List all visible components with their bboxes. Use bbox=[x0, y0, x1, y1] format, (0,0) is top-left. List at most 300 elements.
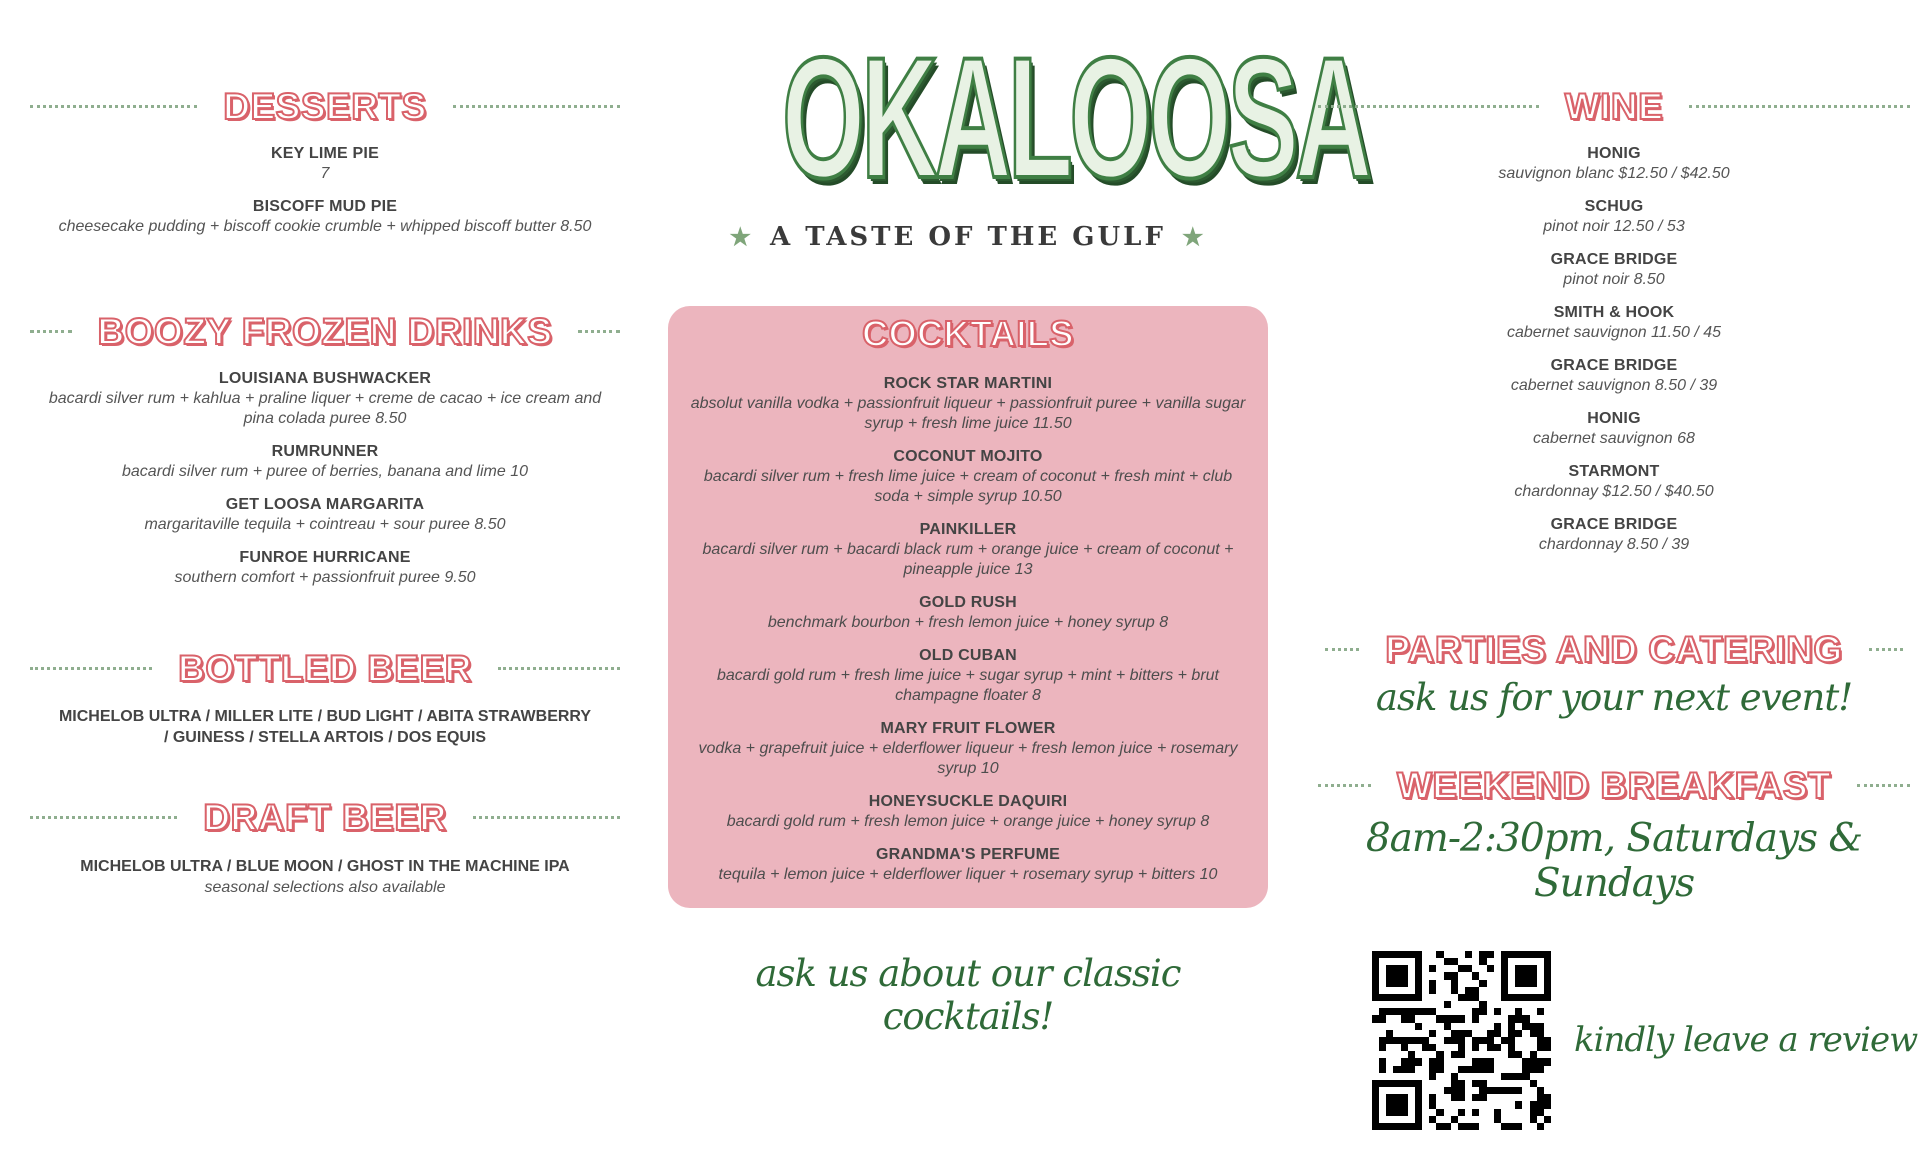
qr-module bbox=[1537, 1044, 1544, 1051]
qr-module bbox=[1436, 951, 1443, 958]
qr-module bbox=[1522, 951, 1529, 958]
qr-module bbox=[1530, 980, 1537, 987]
bottled-beer-list: MICHELOB ULTRA / MILLER LITE / BUD LIGHT / ABITA STRAWBERRY / GUINESS / STELLA ARTOIS / DOS EQUIS bbox=[58, 708, 592, 746]
menu-item bbox=[686, 593, 1250, 633]
qr-module bbox=[1393, 980, 1400, 987]
qr-module bbox=[1501, 1073, 1508, 1080]
qr-module bbox=[1472, 1044, 1479, 1051]
item-name: HONIG bbox=[1587, 410, 1641, 427]
qr-module bbox=[1537, 1058, 1544, 1065]
qr-module bbox=[1451, 1037, 1458, 1044]
qr-module bbox=[1515, 1073, 1522, 1080]
bottled-title: BOTTLED BEER bbox=[178, 648, 472, 689]
qr-module bbox=[1522, 994, 1529, 1001]
qr-module bbox=[1515, 1101, 1522, 1108]
qr-module bbox=[1444, 1123, 1451, 1130]
qr-module bbox=[1530, 965, 1537, 972]
qr-module bbox=[1415, 1109, 1422, 1116]
qr-module bbox=[1401, 1109, 1408, 1116]
qr-module bbox=[1544, 972, 1551, 979]
qr-module bbox=[1415, 980, 1422, 987]
qr-module bbox=[1415, 994, 1422, 1001]
item-description: bacardi silver rum + puree of berries, banana and lime 10 bbox=[122, 463, 528, 480]
divider bbox=[1689, 105, 1910, 108]
wine-heading bbox=[1318, 88, 1910, 125]
qr-module bbox=[1451, 1015, 1458, 1022]
menu-item bbox=[30, 144, 620, 184]
qr-module bbox=[1393, 965, 1400, 972]
item-name: FUNROE HURRICANE bbox=[239, 549, 411, 566]
qr-module bbox=[1458, 1037, 1465, 1044]
qr-module bbox=[1393, 1008, 1400, 1015]
qr-module bbox=[1487, 1066, 1494, 1073]
qr-module bbox=[1379, 1058, 1386, 1065]
qr-module bbox=[1530, 1058, 1537, 1065]
qr-module bbox=[1408, 951, 1415, 958]
qr-module bbox=[1472, 1058, 1479, 1065]
qr-module bbox=[1401, 1015, 1408, 1022]
qr-module bbox=[1393, 972, 1400, 979]
qr-module bbox=[1465, 1066, 1472, 1073]
qr-module bbox=[1537, 1023, 1544, 1030]
bottled-heading bbox=[30, 650, 620, 687]
item-name: PAINKILLER bbox=[919, 521, 1017, 538]
qr-module bbox=[1458, 994, 1465, 1001]
qr-module bbox=[1429, 1094, 1436, 1101]
qr-module bbox=[1530, 1101, 1537, 1108]
qr-module bbox=[1530, 1051, 1537, 1058]
qr-module bbox=[1372, 1080, 1379, 1087]
qr-module bbox=[1530, 1116, 1537, 1123]
divider bbox=[1318, 105, 1539, 108]
divider bbox=[578, 330, 620, 333]
draft-list bbox=[30, 856, 620, 898]
qr-module bbox=[1494, 1023, 1501, 1030]
item-name: HONIG bbox=[1587, 145, 1641, 162]
qr-module bbox=[1429, 1073, 1436, 1080]
qr-module bbox=[1401, 1044, 1408, 1051]
item-description: cabernet sauvignon 11.50 / 45 bbox=[1506, 324, 1722, 341]
qr-module bbox=[1530, 951, 1537, 958]
qr-module bbox=[1458, 1094, 1465, 1101]
desserts-list bbox=[30, 144, 620, 250]
qr-module bbox=[1436, 1066, 1443, 1073]
qr-module bbox=[1537, 1094, 1544, 1101]
item-name: SCHUG bbox=[1584, 198, 1644, 215]
qr-module bbox=[1472, 1123, 1479, 1130]
qr-module bbox=[1386, 1037, 1393, 1044]
qr-module bbox=[1515, 1087, 1522, 1094]
qr-module bbox=[1372, 1101, 1379, 1108]
qr-module bbox=[1415, 965, 1422, 972]
item-name: KEY LIME PIE bbox=[271, 145, 379, 162]
item-name: STARMONT bbox=[1568, 463, 1660, 480]
menu-item bbox=[1318, 197, 1910, 237]
item-name: COCONUT MOJITO bbox=[893, 448, 1043, 465]
qr-module bbox=[1537, 1123, 1544, 1130]
qr-module bbox=[1530, 1066, 1537, 1073]
menu-item bbox=[686, 646, 1250, 706]
qr-module bbox=[1537, 1030, 1544, 1037]
qr-module bbox=[1372, 951, 1379, 958]
qr-module bbox=[1472, 1008, 1479, 1015]
qr-module bbox=[1386, 965, 1393, 972]
qr-module bbox=[1530, 1023, 1537, 1030]
qr-module bbox=[1386, 1094, 1393, 1101]
parties-subtitle: ask us for your next event! bbox=[1375, 676, 1853, 719]
qr-module bbox=[1508, 1044, 1515, 1051]
frozen-list bbox=[30, 369, 620, 601]
divider bbox=[473, 816, 620, 819]
parties-heading bbox=[1318, 631, 1910, 668]
qr-module bbox=[1451, 980, 1458, 987]
divider bbox=[1857, 784, 1910, 787]
logo: OKALOOSA bbox=[782, 22, 1369, 214]
qr-module bbox=[1458, 1080, 1465, 1087]
breakfast-title: WEEKEND BREAKFAST bbox=[1396, 765, 1832, 806]
qr-module bbox=[1472, 994, 1479, 1001]
wine-list bbox=[1318, 144, 1910, 568]
qr-module bbox=[1386, 1101, 1393, 1108]
menu-item bbox=[34, 495, 616, 535]
qr-module bbox=[1372, 1109, 1379, 1116]
qr-module bbox=[1379, 951, 1386, 958]
qr-module bbox=[1458, 965, 1465, 972]
menu-item bbox=[34, 369, 616, 429]
item-description: margaritaville tequila + cointreau + sour puree 8.50 bbox=[144, 516, 506, 533]
qr-module bbox=[1465, 951, 1472, 958]
qr-module bbox=[1479, 1087, 1486, 1094]
item-description: bacardi gold rum + fresh lime juice + sugar syrup + mint + bitters + brut champagne floater 8 bbox=[716, 667, 1219, 704]
menu-item bbox=[686, 719, 1250, 779]
qr-module bbox=[1487, 1087, 1494, 1094]
qr-module bbox=[1479, 1094, 1486, 1101]
qr-module bbox=[1458, 1015, 1465, 1022]
qr-module bbox=[1415, 1080, 1422, 1087]
menu-item bbox=[686, 845, 1250, 885]
qr-module bbox=[1386, 1123, 1393, 1130]
qr-module bbox=[1451, 1073, 1458, 1080]
item-name: GRANDMA'S PERFUME bbox=[875, 846, 1061, 863]
qr-module bbox=[1537, 1087, 1544, 1094]
divider bbox=[1325, 648, 1359, 651]
qr-module bbox=[1444, 1087, 1451, 1094]
item-description: bacardi silver rum + bacardi black rum + orange juice + cream of coconut + pineapple juice 13 bbox=[702, 541, 1234, 578]
item-description: bacardi gold rum + fresh lemon juice + orange juice + honey syrup 8 bbox=[726, 813, 1210, 830]
qr-module bbox=[1401, 980, 1408, 987]
qr-module bbox=[1429, 1101, 1436, 1108]
divider bbox=[30, 330, 72, 333]
qr-module bbox=[1379, 1123, 1386, 1130]
qr-module bbox=[1537, 951, 1544, 958]
qr-module bbox=[1537, 1109, 1544, 1116]
qr-module bbox=[1408, 1080, 1415, 1087]
qr-module bbox=[1501, 1087, 1508, 1094]
qr-module bbox=[1508, 1087, 1515, 1094]
qr-module bbox=[1522, 1015, 1529, 1022]
qr-module bbox=[1479, 1037, 1486, 1044]
qr-module bbox=[1544, 994, 1551, 1001]
divider bbox=[498, 667, 620, 670]
qr-module bbox=[1479, 1058, 1486, 1065]
divider bbox=[1869, 648, 1903, 651]
qr-module bbox=[1537, 1101, 1544, 1108]
qr-module bbox=[1522, 1073, 1529, 1080]
qr-module bbox=[1401, 1058, 1408, 1065]
qr-module bbox=[1379, 1015, 1386, 1022]
qr-module bbox=[1444, 958, 1451, 965]
qr-module bbox=[1429, 987, 1436, 994]
qr-module bbox=[1386, 980, 1393, 987]
divider bbox=[30, 816, 177, 819]
qr-module bbox=[1479, 1008, 1486, 1015]
qr-module bbox=[1444, 1015, 1451, 1022]
draft-title: DRAFT BEER bbox=[203, 797, 447, 838]
qr-module bbox=[1465, 965, 1472, 972]
qr-module bbox=[1372, 987, 1379, 994]
item-description: cabernet sauvignon 68 bbox=[1533, 430, 1695, 447]
qr-module bbox=[1544, 1044, 1551, 1051]
item-name: RUMRUNNER bbox=[271, 443, 379, 460]
qr-module bbox=[1372, 965, 1379, 972]
star-icon: ★ bbox=[1181, 222, 1207, 251]
qr-module bbox=[1530, 1080, 1537, 1087]
qr-module bbox=[1508, 951, 1515, 958]
qr-module bbox=[1544, 958, 1551, 965]
qr-module bbox=[1415, 1023, 1422, 1030]
qr-module bbox=[1386, 972, 1393, 979]
cocktails-list bbox=[668, 374, 1268, 898]
breakfast-heading bbox=[1318, 767, 1910, 804]
classic-cocktails-note: ask us about our classic cocktails! bbox=[755, 952, 1181, 1038]
qr-module bbox=[1372, 980, 1379, 987]
qr-module bbox=[1479, 1001, 1486, 1008]
qr-module bbox=[1479, 980, 1486, 987]
qr-module bbox=[1508, 1030, 1515, 1037]
menu-item bbox=[1318, 515, 1910, 555]
qr-module bbox=[1393, 1037, 1400, 1044]
qr-module bbox=[1537, 994, 1544, 1001]
qr-module bbox=[1436, 1123, 1443, 1130]
qr-module bbox=[1515, 994, 1522, 1001]
qr-module bbox=[1372, 994, 1379, 1001]
qr-module bbox=[1530, 994, 1537, 1001]
qr-module bbox=[1458, 1087, 1465, 1094]
qr-module bbox=[1422, 1037, 1429, 1044]
frozen-title: BOOZY FROZEN DRINKS bbox=[97, 311, 553, 352]
qr-module bbox=[1429, 1030, 1436, 1037]
qr-module bbox=[1515, 972, 1522, 979]
qr-module bbox=[1415, 1008, 1422, 1015]
qr-module bbox=[1501, 972, 1508, 979]
qr-module bbox=[1393, 1101, 1400, 1108]
qr-module bbox=[1422, 1008, 1429, 1015]
qr-module bbox=[1379, 1044, 1386, 1051]
menu-item bbox=[686, 520, 1250, 580]
qr-module bbox=[1515, 1030, 1522, 1037]
item-description: vodka + grapefruit juice + elderflower liqueur + fresh lemon juice + rosemary syrup 10 bbox=[698, 740, 1238, 777]
tagline bbox=[668, 222, 1268, 252]
item-name: GRACE BRIDGE bbox=[1550, 251, 1678, 268]
item-description: cabernet sauvignon 8.50 / 39 bbox=[1510, 377, 1718, 394]
qr-module bbox=[1465, 1123, 1472, 1130]
qr-module bbox=[1465, 1030, 1472, 1037]
qr-module bbox=[1429, 1116, 1436, 1123]
qr-module bbox=[1393, 1094, 1400, 1101]
qr-module bbox=[1544, 987, 1551, 994]
qr-module bbox=[1494, 1044, 1501, 1051]
qr-module bbox=[1501, 958, 1508, 965]
desserts-heading bbox=[30, 88, 620, 125]
qr-module bbox=[1401, 972, 1408, 979]
qr-module bbox=[1436, 1058, 1443, 1065]
review-prompt: kindly leave a review bbox=[1574, 1020, 1918, 1060]
qr-module bbox=[1472, 1037, 1479, 1044]
qr-module bbox=[1537, 1066, 1544, 1073]
item-name: MARY FRUIT FLOWER bbox=[880, 720, 1056, 737]
qr-module bbox=[1487, 951, 1494, 958]
qr-module bbox=[1386, 1109, 1393, 1116]
item-name: BISCOFF MUD PIE bbox=[252, 198, 398, 215]
qr-module bbox=[1530, 1109, 1537, 1116]
qr-module bbox=[1429, 980, 1436, 987]
desserts-title: DESSERTS bbox=[223, 86, 427, 127]
qr-module bbox=[1472, 1015, 1479, 1022]
qr-module bbox=[1530, 972, 1537, 979]
qr-module bbox=[1379, 1008, 1386, 1015]
item-name: GET LOOSA MARGARITA bbox=[225, 496, 425, 513]
qr-module bbox=[1479, 958, 1486, 965]
item-name: GRACE BRIDGE bbox=[1550, 357, 1678, 374]
qr-module bbox=[1544, 1058, 1551, 1065]
menu-item bbox=[1318, 462, 1910, 502]
qr-module bbox=[1544, 965, 1551, 972]
qr-module bbox=[1494, 1116, 1501, 1123]
qr-module bbox=[1401, 1037, 1408, 1044]
qr-module bbox=[1372, 958, 1379, 965]
item-description: cheesecake pudding + biscoff cookie crumble + whipped biscoff butter 8.50 bbox=[58, 218, 592, 235]
qr-module bbox=[1393, 1109, 1400, 1116]
qr-module bbox=[1458, 1123, 1465, 1130]
qr-module bbox=[1444, 1023, 1451, 1030]
qr-module bbox=[1472, 1094, 1479, 1101]
cocktails-heading bbox=[668, 313, 1268, 354]
qr-module bbox=[1451, 1087, 1458, 1094]
qr-module bbox=[1401, 951, 1408, 958]
qr-module bbox=[1436, 1109, 1443, 1116]
qr-module bbox=[1487, 1030, 1494, 1037]
qr-module bbox=[1479, 1066, 1486, 1073]
qr-module bbox=[1508, 1037, 1515, 1044]
breakfast-hours: 8am-2:30pm, Saturdays & Sundays bbox=[1365, 816, 1863, 906]
qr-module bbox=[1494, 1087, 1501, 1094]
menu-item bbox=[1318, 144, 1910, 184]
qr-module bbox=[1379, 1066, 1386, 1073]
qr-module bbox=[1393, 1066, 1400, 1073]
qr-module bbox=[1451, 1080, 1458, 1087]
qr-module bbox=[1487, 1058, 1494, 1065]
qr-module bbox=[1487, 965, 1494, 972]
qr-module bbox=[1501, 994, 1508, 1001]
qr-module bbox=[1372, 1123, 1379, 1130]
qr-module bbox=[1451, 1116, 1458, 1123]
qr-module bbox=[1451, 1030, 1458, 1037]
qr-module bbox=[1379, 994, 1386, 1001]
qr-module bbox=[1458, 1030, 1465, 1037]
menu-item bbox=[1318, 409, 1910, 449]
qr-module bbox=[1472, 1109, 1479, 1116]
divider bbox=[30, 105, 197, 108]
item-name: ROCK STAR MARTINI bbox=[883, 375, 1053, 392]
qr-module bbox=[1472, 972, 1479, 979]
qr-module bbox=[1436, 1051, 1443, 1058]
qr-module bbox=[1386, 1030, 1393, 1037]
qr-module bbox=[1386, 1008, 1393, 1015]
menu-item bbox=[1318, 250, 1910, 290]
qr-module bbox=[1408, 1037, 1415, 1044]
qr-module bbox=[1515, 1008, 1522, 1015]
menu-item bbox=[34, 442, 616, 482]
qr-module bbox=[1401, 1101, 1408, 1108]
qr-module bbox=[1386, 1080, 1393, 1087]
qr-module bbox=[1508, 1015, 1515, 1022]
qr-module bbox=[1401, 1080, 1408, 1087]
qr-module bbox=[1408, 1066, 1415, 1073]
menu-item bbox=[1318, 356, 1910, 396]
qr-module bbox=[1537, 1008, 1544, 1015]
menu-item bbox=[34, 548, 616, 588]
divider bbox=[453, 105, 620, 108]
qr-module bbox=[1415, 1101, 1422, 1108]
qr-module bbox=[1415, 1037, 1422, 1044]
qr-module bbox=[1408, 1051, 1415, 1058]
qr-module bbox=[1508, 1051, 1515, 1058]
item-name: HONEYSUCKLE DAQUIRI bbox=[868, 793, 1068, 810]
qr-module bbox=[1393, 994, 1400, 1001]
qr-module bbox=[1372, 1116, 1379, 1123]
qr-module bbox=[1372, 1094, 1379, 1101]
qr-module bbox=[1515, 1051, 1522, 1058]
qr-module bbox=[1508, 994, 1515, 1001]
qr-module bbox=[1401, 1123, 1408, 1130]
qr-module bbox=[1515, 1123, 1522, 1130]
draft-note: seasonal selections also available bbox=[204, 879, 446, 896]
item-description: pinot noir 12.50 / 53 bbox=[1543, 218, 1685, 235]
qr-module bbox=[1458, 1109, 1465, 1116]
qr-module bbox=[1444, 1037, 1451, 1044]
qr-module bbox=[1429, 1058, 1436, 1065]
qr-module bbox=[1487, 1044, 1494, 1051]
wine-title: WINE bbox=[1564, 86, 1664, 127]
qr-module bbox=[1544, 1101, 1551, 1108]
qr-module bbox=[1544, 980, 1551, 987]
qr-module bbox=[1408, 1008, 1415, 1015]
qr-module bbox=[1522, 1066, 1529, 1073]
qr-module bbox=[1458, 1066, 1465, 1073]
qr-module bbox=[1379, 1037, 1386, 1044]
menu-item bbox=[686, 792, 1250, 832]
qr-module bbox=[1372, 1087, 1379, 1094]
qr-module bbox=[1458, 1051, 1465, 1058]
qr-module bbox=[1379, 1080, 1386, 1087]
item-description: southern comfort + passionfruit puree 9.50 bbox=[174, 569, 476, 586]
cocktails-title: COCKTAILS bbox=[862, 313, 1074, 354]
qr-module bbox=[1544, 1116, 1551, 1123]
item-name: OLD CUBAN bbox=[919, 647, 1017, 664]
menu-item bbox=[1318, 303, 1910, 343]
qr-code-icon[interactable] bbox=[1372, 951, 1551, 1130]
qr-module bbox=[1501, 980, 1508, 987]
